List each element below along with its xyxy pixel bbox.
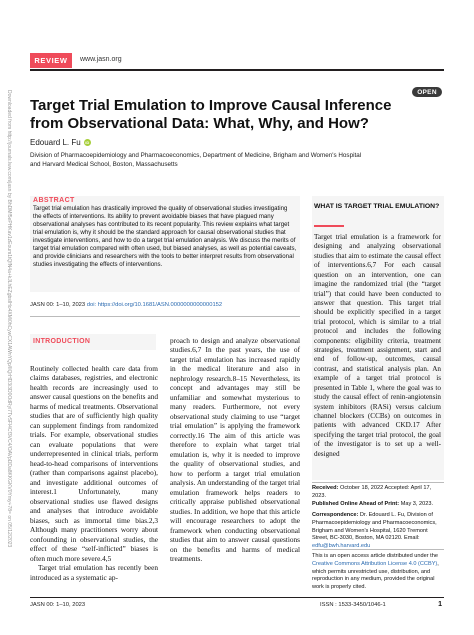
author-row bbox=[30, 138, 91, 147]
received-label: Received: bbox=[312, 485, 339, 491]
published-label: Published Online Ahead of Print: bbox=[312, 500, 400, 507]
article-dates bbox=[312, 485, 444, 508]
sidebar-heading-rule bbox=[314, 225, 344, 227]
author-name: Edouard L. Fu bbox=[30, 138, 81, 147]
sidebar-text: Target trial emulation is a framework for designing and analyzing observational studies that aim to estimate the causal effect of interventions.6,7 For each causal question on an intervention, one can imagine the randomized trial (the “target trial”) that could have been conducted to answer that question. This target trial should be explicitly specified in a target trial protocol, which is similar to a trial protocol and includes the following components: eligibility criteria, treatment strategies, treatment assignment, start and end of follow-up, outcomes, causal contrast, and statistical analysis plan. An example of a target trial protocol is presented in Table 1, where the goal was to study the causal effect of renin-angiotensin system inhibitors (RASi) versus calcium channel blockers (CCBs) on outcomes in patients with advanced CKD.17 After specifying the target trial protocol, the goal of the investigator is to set up a well-designed bbox=[314, 233, 441, 458]
doi-link[interactable]: doi: https://doi.org/10.1681/ASN.0000000000000152 bbox=[86, 302, 223, 308]
page-number: 1 bbox=[438, 601, 442, 608]
license-text: This is an open access article distributed under the bbox=[312, 553, 438, 559]
affiliation-line-1: Division of Pharmacoepidemiology and Pharmacoeconomics, Department of Medicine, Brigham and Women's Hospital bbox=[30, 152, 362, 159]
download-watermark-text: Downloaded from http://journals.lww.com/jasn by BhDMf5ePHKav1zEoum1tQfN4a+kJLhEZgbsIHo4XMi0hCywCX1AWnYQp/IlQrHD3i3D0OdRyi7TvSFl4Cf3VC4/OAVpDDa8KKGKV0Ymy+78= on 05/12/2023 bbox=[6, 90, 12, 548]
correspondence-label: Correspondence: bbox=[312, 512, 359, 518]
download-watermark bbox=[3, 90, 13, 610]
introduction-heading: INTRODUCTION bbox=[33, 338, 91, 345]
correspondence-email[interactable]: edfu@bwh.harvard.edu bbox=[312, 543, 371, 550]
abstract-divider bbox=[30, 316, 300, 317]
intro-paragraph-3: proach to design and analyze observational studies.6,7 In the past years, the use of target trial emulation has increased rapidly in the medical literature and also in nephrology research.8–15 Nevertheless, its concept and advantages may still be unfamiliar and somewhat mysterious to many readers. Furthermore, not every observational study claiming to use “target trial emulation” is applying the framework correctly.16 The aim of this article was therefore to explain what target trial emulation is, why it is needed to improve the quality of observational studies, and how to perform a target trial emulation analysis. An understanding of the target trial emulation framework helps readers to critically appraise published observational studies. In addition, we hope that this article will encourage researchers to adopt the framework when conducting observational studies that aim to answer causal questions on the benefits and harms of medical treatments. bbox=[170, 336, 300, 564]
dates-divider bbox=[312, 482, 444, 483]
open-access-badge: OPEN bbox=[412, 87, 442, 97]
license-tail: , which permits unrestricted use, distribution, and reproduction in any medium, provided the original work is properly cited. bbox=[312, 560, 439, 591]
body-column-2 bbox=[170, 336, 300, 564]
abstract-heading: ABSTRACT bbox=[33, 197, 75, 204]
abstract-text: Target trial emulation has drastically improved the quality of observational studies investigating the effects of interventions. Its ability to prevent avoidable biases that have plagued many observational analyses has contributed to its recent popularity. This review explains what target trial emulation is, why it should be the standard approach for causal observational studies that investigate interventions, and how to do a target trial emulation analysis. We discuss the merits of target trial emulation compared with often used, but biased analyses, as well as potential caveats, and provide clinicians and researchers with the tools to better interpret results from observational studies investigating the effects of interventions. bbox=[33, 205, 297, 269]
footer-rule bbox=[30, 597, 444, 598]
header-rule bbox=[30, 69, 444, 71]
intro-paragraph-1: Routinely collected health care data from claims databases, registries, and electronic health records are increasingly used to answer causal questions on the benefits and harms of medical treatments. Observational studies that are of sufficiently high quality can supplement findings from randomized trials. For example, observational studies can evaluate populations that were underrepresented in clinical trials, perform head-to-head comparisons of interventions (rather than comparisons against placebo), and investigate additional outcomes of interest.1 Unfortunately, many observational studies use flawed designs and analyses that introduce avoidable biases, such as immortal time bias.2,3 Although many practitioners worry about confounding in observational studies, the effect of these “self-inflicted” biases is often much more severe.4,5 bbox=[30, 364, 158, 563]
license-divider bbox=[312, 549, 444, 550]
article-title: Target Trial Emulation to Improve Causal Inference from Observational Data: What, Why, and How? bbox=[30, 97, 392, 132]
review-badge: REVIEW bbox=[30, 53, 72, 68]
correspondence bbox=[312, 512, 444, 551]
citation-line bbox=[30, 302, 222, 308]
received-text: October 18, 2022 Accepted: April 17, 2023. bbox=[312, 485, 432, 499]
body-column-1 bbox=[30, 364, 158, 582]
sidebar-heading: WHAT IS TARGET TRIAL EMULATION? bbox=[314, 203, 440, 210]
license-link[interactable]: Creative Commons Attribution License 4.0 (CCBY) bbox=[312, 560, 438, 567]
citation-journal: JASN 00: 1–10, 2023 bbox=[30, 302, 86, 308]
footer-citation: JASN 00: 1–10, 2023 bbox=[30, 602, 86, 608]
correspondence-text: Dr. Edouard L. Fu, Division of Pharmacoepidemiology and Pharmacoeconomics, Brigham and Women's Hospital, 1620 Tremont Street, BC-3030, Boston, MA 02120. Email: bbox=[312, 512, 437, 542]
journal-url[interactable]: www.jasn.org bbox=[80, 56, 122, 63]
intro-paragraph-2: Target trial emulation has recently been introduced as a systematic ap- bbox=[30, 563, 158, 582]
license-note bbox=[312, 553, 444, 592]
affiliation-line-2: and Harvard Medical School, Boston, Massachusetts bbox=[30, 161, 178, 169]
orcid-icon[interactable]: iD bbox=[85, 140, 90, 145]
footer-issn: ISSN : 1533-3450/1046-1 bbox=[320, 602, 386, 608]
affiliation bbox=[30, 151, 450, 169]
published-text: May 3, 2023. bbox=[400, 500, 434, 507]
